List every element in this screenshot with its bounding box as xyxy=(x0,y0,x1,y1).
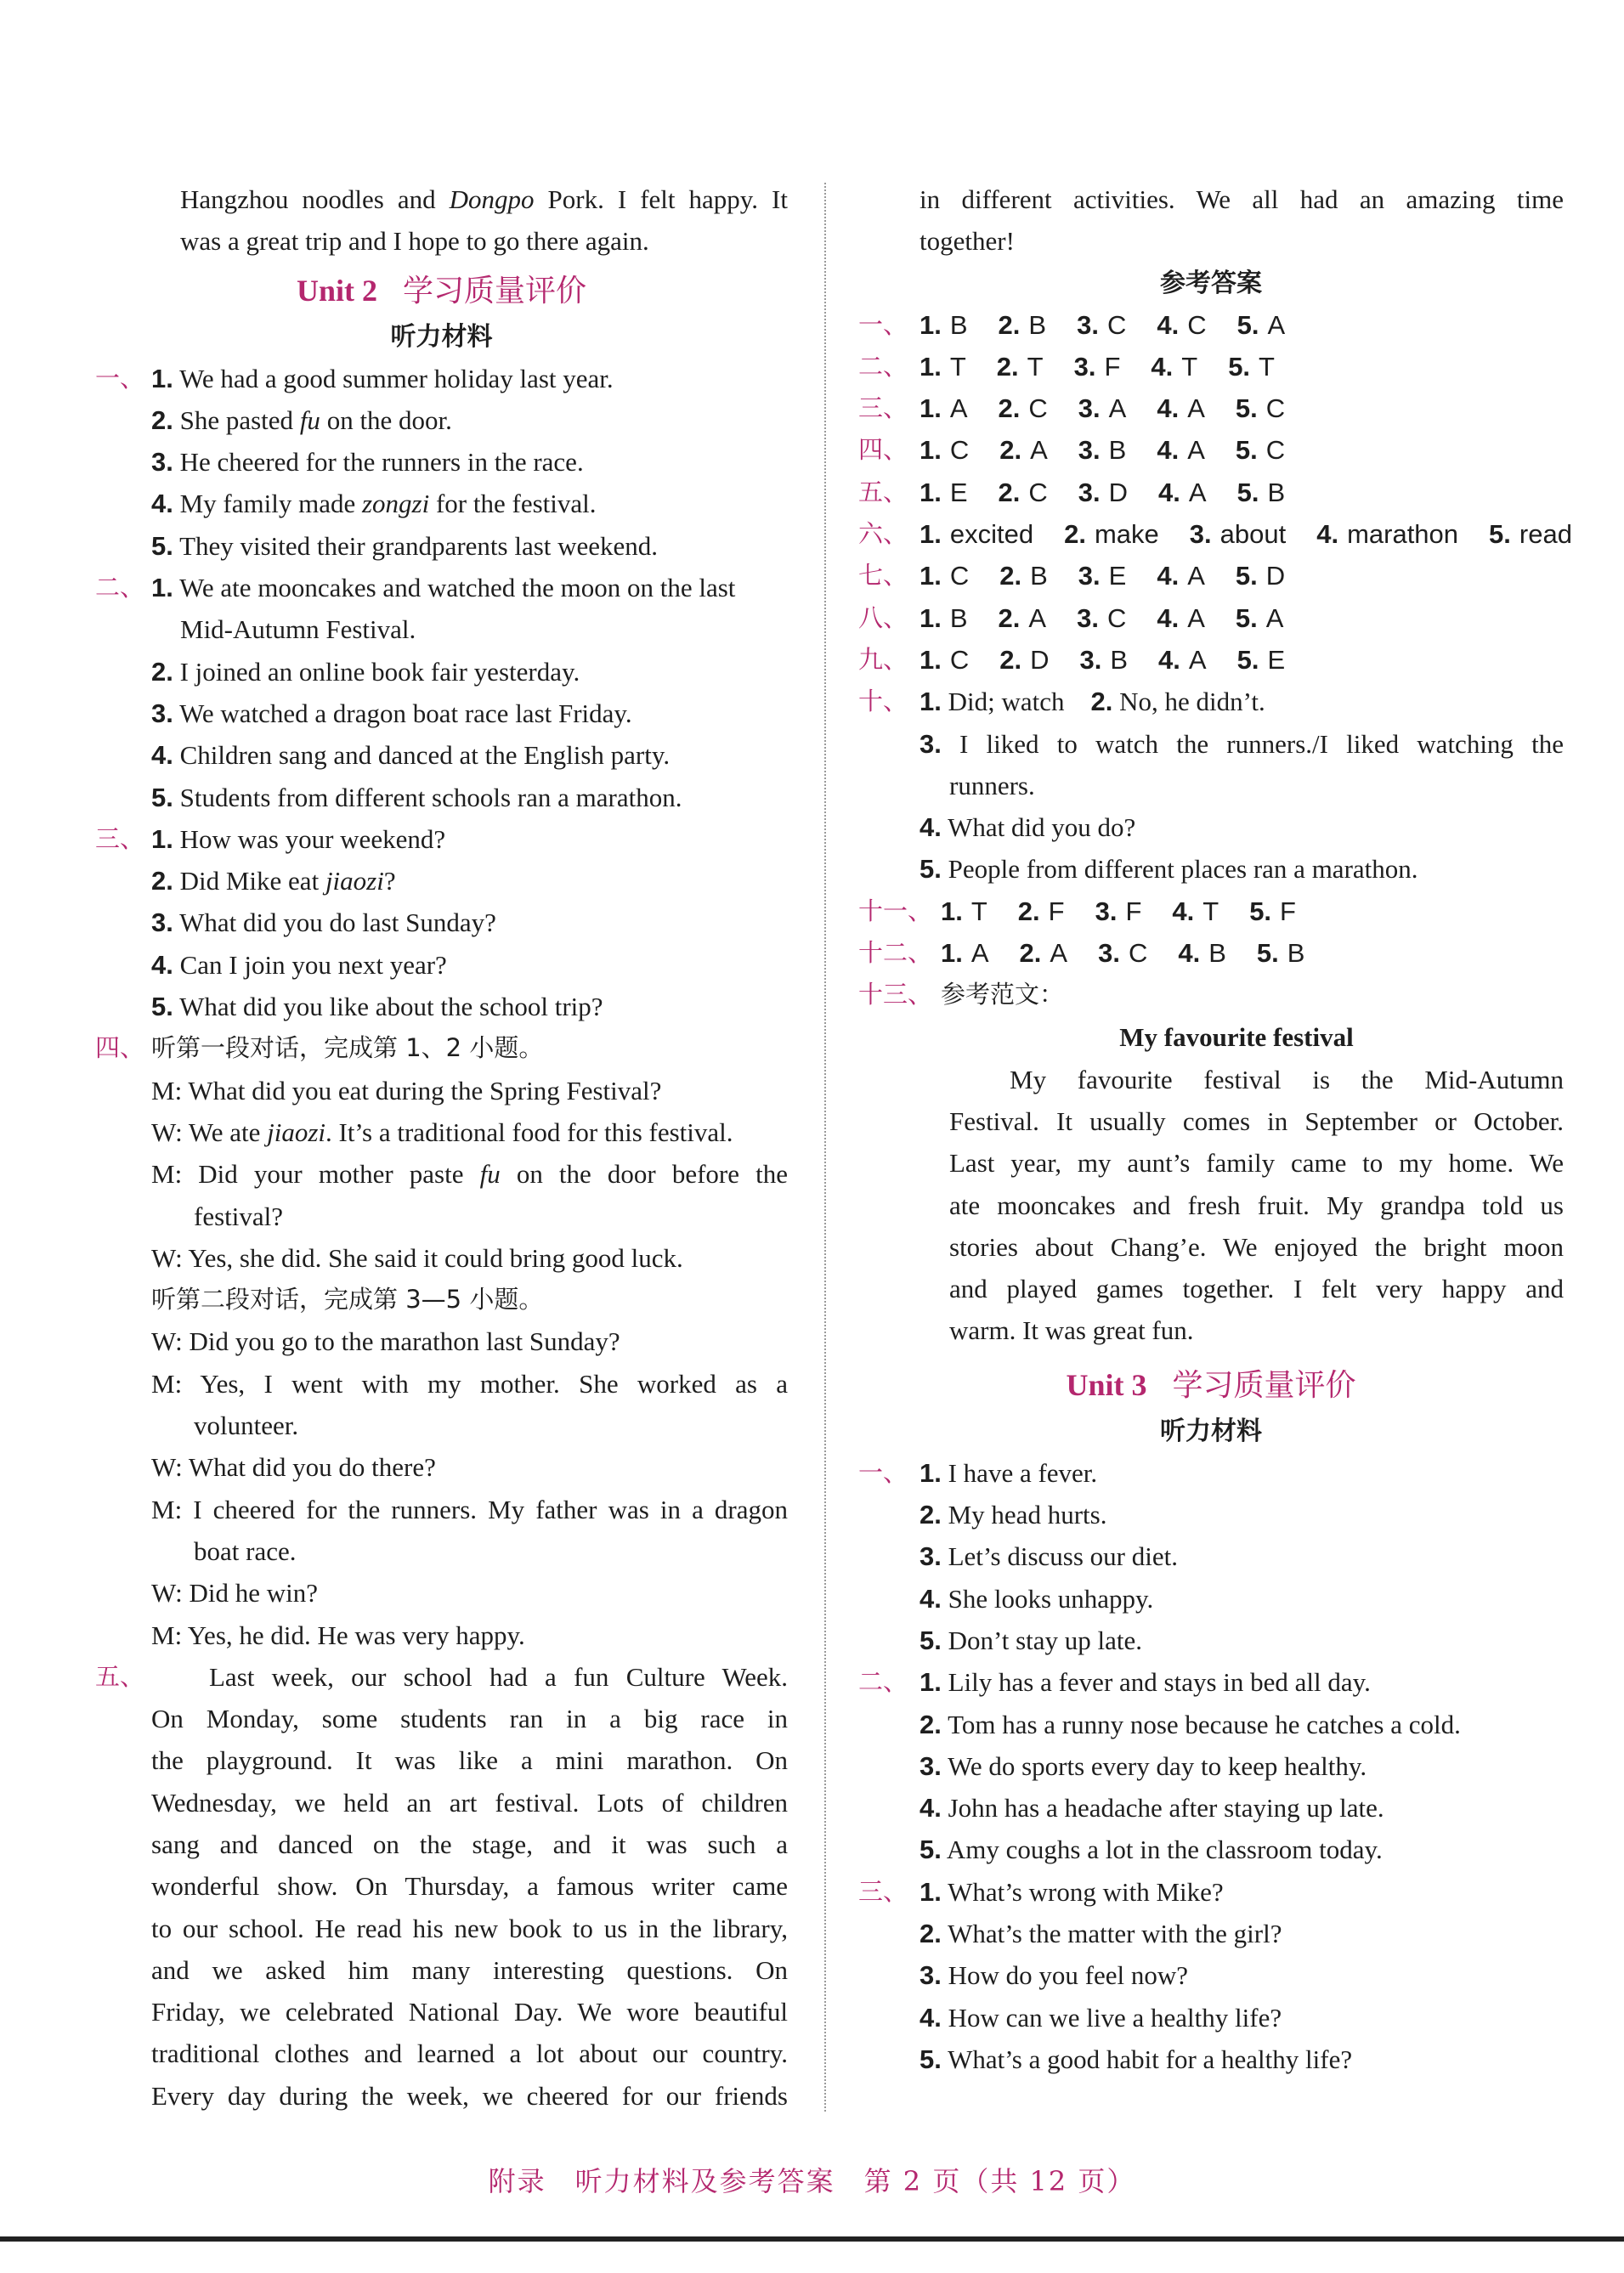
answer-number: 5. xyxy=(1489,519,1511,550)
section-number: 三、 xyxy=(858,393,908,423)
answer-value: A xyxy=(1187,435,1205,466)
answer-number: 3. xyxy=(1095,896,1118,926)
passage-line: together! xyxy=(920,226,1015,257)
answer-rows xyxy=(858,304,1572,681)
answer-value: C xyxy=(1265,393,1286,424)
answer-number: 3. xyxy=(1078,561,1101,591)
dialogue-line: W: Yes, she did. She said it could bring good luck. xyxy=(151,1242,683,1273)
list-item: 4. What did you do? xyxy=(920,812,1136,843)
list-item-continuation: Mid-Autumn Festival. xyxy=(180,614,416,645)
unit3-section-3 xyxy=(858,1871,1564,2080)
answer-number: 4. xyxy=(1316,519,1339,550)
answer-value: marathon xyxy=(1347,519,1459,550)
section-number: 四、 xyxy=(95,1033,145,1063)
answer-value: T xyxy=(1202,896,1219,926)
bottom-rule xyxy=(0,2236,1624,2242)
list-item: 3. I liked to watch the runners./I liked watching the xyxy=(920,728,1564,759)
passage-line: and we asked him many interesting questions. On xyxy=(151,1954,788,1985)
essay-line: ate mooncakes and fresh fruit. My grandpa told us xyxy=(949,1190,1564,1220)
answer-number: 5. xyxy=(1249,896,1272,926)
list-item: 一、 1. I have a fever. xyxy=(858,1452,1564,1494)
answer-number: 1. xyxy=(920,561,942,591)
answer-value: A xyxy=(1050,938,1068,969)
list-item: 2. She pasted fu on the door. xyxy=(151,404,452,435)
answer-number: 3. xyxy=(1073,351,1096,382)
answer-value: F xyxy=(1125,896,1142,926)
answer-value: T xyxy=(1181,351,1198,382)
section-3 xyxy=(95,818,788,1027)
dialogue-intro: 听第二段对话，完成第 3—5 小题。 xyxy=(151,1285,544,1315)
section-number: 四、 xyxy=(858,435,908,465)
dialogue-line: W: Did you go to the marathon last Sunday? xyxy=(151,1326,620,1357)
answer-value: C xyxy=(1265,435,1286,466)
answer-row xyxy=(858,304,1564,346)
answer-value: F xyxy=(1280,896,1296,926)
section-number: 五、 xyxy=(858,477,908,506)
answer-number: 1. xyxy=(920,393,942,424)
answer-number: 1. xyxy=(920,435,942,466)
essay-line: warm. It was great fun. xyxy=(949,1315,1194,1346)
passage-line: sang and danced on the stage, and it was such a xyxy=(151,1829,788,1859)
section-number: 二、 xyxy=(858,1667,908,1697)
answer-number: 2. xyxy=(998,309,1021,340)
answer-number: 1. xyxy=(920,602,942,633)
passage-line: wonderful show. On Thursday, a famous writer came xyxy=(151,1871,788,1902)
dialogue-line: M: What did you eat during the Spring Festival? xyxy=(151,1075,662,1105)
list-item: 三、 1. What’s wrong with Mike? xyxy=(858,1871,1564,1913)
right-column xyxy=(858,178,1572,2080)
answer-value: A xyxy=(1187,561,1205,591)
answer-value: T xyxy=(1027,351,1044,382)
section-number: 五、 xyxy=(95,1661,145,1691)
list-item: 4. Children sang and danced at the English party. xyxy=(151,740,671,771)
answer-row xyxy=(858,932,1564,974)
unit-heading: Unit 3 学习质量评价 xyxy=(1066,1367,1356,1403)
answer-number: 2. xyxy=(999,435,1022,466)
answer-value: A xyxy=(1187,393,1205,424)
dialogue-line: M: Did your mother paste fu on the door before the xyxy=(151,1159,788,1190)
answer-number: 2. xyxy=(1019,938,1042,969)
answer-value: E xyxy=(949,477,968,507)
answer-number: 2. xyxy=(1017,896,1040,926)
answer-number: 2. xyxy=(998,393,1021,424)
list-item: 4. John has a headache after staying up late. xyxy=(920,1793,1384,1823)
list-item: 4. She looks unhappy. xyxy=(920,1583,1154,1614)
list-item: 3. How do you feel now? xyxy=(920,1960,1188,1991)
list-item-continuation: runners. xyxy=(949,770,1035,800)
list-item: 2. My head hurts. xyxy=(920,1500,1107,1530)
answer-value: A xyxy=(970,938,989,969)
answer-value: T xyxy=(1259,351,1275,382)
answer-value: B xyxy=(1030,561,1048,591)
answer-value: B xyxy=(1028,309,1047,340)
answer-value: T xyxy=(970,896,987,926)
section-5 xyxy=(95,1656,788,2117)
list-item: 4. My family made zongzi for the festival. xyxy=(151,489,597,519)
answer-number: 3. xyxy=(1077,602,1099,633)
answer-number: 3. xyxy=(1098,938,1120,969)
answer-number: 4. xyxy=(1178,938,1201,969)
list-item: 5. Don’t stay up late. xyxy=(920,1625,1143,1655)
answer-value: D xyxy=(1030,644,1050,675)
answer-value: C xyxy=(949,435,970,466)
answer-row xyxy=(858,387,1564,429)
list-item: 3. We do sports every day to keep healthy. xyxy=(920,1750,1367,1781)
passage-line: in different activities. We all had an amazing time xyxy=(920,184,1564,214)
answer-number: 5. xyxy=(1228,351,1251,382)
answer-number: 1. xyxy=(941,896,963,926)
list-item: 二、 1. Lily has a fever and stays in bed all day. xyxy=(858,1661,1564,1703)
intro-line: Hangzhou noodles and Dongpo Pork. I felt happy. It xyxy=(180,184,788,214)
answer-value: A xyxy=(949,393,968,424)
answer-number: 4. xyxy=(1158,477,1180,507)
unit3-section-2 xyxy=(858,1661,1564,1870)
section-number: 九、 xyxy=(858,644,908,674)
answer-rows-2 xyxy=(858,891,1564,975)
section-number: 十二、 xyxy=(858,938,933,968)
answer-value: B xyxy=(949,309,968,340)
list-item: 一、 1. We had a good summer holiday last year. xyxy=(95,358,788,399)
answer-number: 4. xyxy=(1157,393,1180,424)
section-number: 一、 xyxy=(858,1457,908,1487)
answer-value: D xyxy=(1265,561,1286,591)
answer-value: B xyxy=(1208,938,1226,969)
list-item: 3. He cheered for the runners in the race. xyxy=(151,447,584,478)
answer-number: 2. xyxy=(998,477,1021,507)
answer-value: make xyxy=(1094,519,1159,550)
page-footer: 附录 听力材料及参考答案 第 2 页（共 12 页） xyxy=(488,2165,1136,2197)
passage-line: to our school. He read his new book to us in the library, xyxy=(151,1913,788,1943)
answer-number: 5. xyxy=(1256,938,1279,969)
answer-value: A xyxy=(1265,602,1284,633)
essay-line: and played games together. I felt very happy and xyxy=(949,1274,1564,1304)
dialogue-line: M: Yes, he did. He was very happy. xyxy=(151,1620,525,1650)
answer-value: C xyxy=(1028,393,1048,424)
essay-line: Last year, my aunt’s family came to my home. We xyxy=(949,1148,1564,1179)
passage-line: the playground. It was like a mini marathon. On xyxy=(151,1745,788,1776)
answer-number: 5. xyxy=(1235,393,1258,424)
unit-heading: Unit 2 学习质量评价 xyxy=(296,273,587,308)
listening-heading: 听力材料 xyxy=(390,321,493,352)
answer-number: 3. xyxy=(1077,309,1099,340)
answer-number: 3. xyxy=(1078,435,1101,466)
list-item: 5. Amy coughs a lot in the classroom today. xyxy=(920,1835,1383,1865)
answer-value: C xyxy=(1106,309,1127,340)
answer-row xyxy=(858,597,1564,639)
section-number: 一、 xyxy=(95,363,145,393)
answer-value: C xyxy=(949,644,970,675)
dialogue-line: W: We ate jiaozi. It’s a traditional food for this festival. xyxy=(151,1117,733,1147)
answer-value: T xyxy=(949,351,966,382)
answer-number: 5. xyxy=(1236,309,1259,340)
list-item: 2. I joined an online book fair yesterday. xyxy=(151,656,580,687)
section-number: 一、 xyxy=(858,309,908,339)
answer-number: 5. xyxy=(1235,602,1258,633)
dialogue-continuation: festival? xyxy=(194,1201,284,1231)
passage-line: Friday, we celebrated National Day. We wore beautiful xyxy=(151,1997,788,2027)
list-item: 2. Did Mike eat jiaozi? xyxy=(151,866,396,896)
answer-value: read xyxy=(1519,519,1572,550)
section-number: 六、 xyxy=(858,519,908,549)
passage-line: 五、 Last week, our school had a fun Culture Week. xyxy=(95,1656,788,1698)
answer-value: D xyxy=(1108,477,1129,507)
answer-value: C xyxy=(1028,477,1048,507)
answer-value: E xyxy=(1108,561,1127,591)
passage-line: Wednesday, we held an art festival. Lots of children xyxy=(151,1787,788,1818)
essay-label: 十三、 参考范文： xyxy=(858,974,1564,1015)
list-item: 二、 1. We ate mooncakes and watched the moon on the last xyxy=(95,567,788,608)
answer-number: 3. xyxy=(1079,644,1102,675)
answer-number: 1. xyxy=(920,644,942,675)
answer-number: 1. xyxy=(920,477,942,507)
answer-value: C xyxy=(1106,602,1127,633)
answer-number: 1. xyxy=(920,519,942,550)
section-number: 三、 xyxy=(858,1876,908,1906)
list-item: 2. Tom has a runny nose because he catches a cold. xyxy=(920,1709,1461,1739)
answer-number: 4. xyxy=(1157,561,1180,591)
answer-value: B xyxy=(1108,435,1127,466)
answer-number: 2. xyxy=(1064,519,1086,550)
list-item: 5. People from different places ran a marathon. xyxy=(920,854,1418,885)
answer-number: 4. xyxy=(1157,602,1180,633)
answer-number: 3. xyxy=(1078,477,1101,507)
section-10 xyxy=(858,681,1564,890)
section-number: 二、 xyxy=(95,573,145,602)
answer-value: A xyxy=(1030,435,1048,466)
essay-line: Festival. It usually comes in September or October. xyxy=(949,1105,1564,1136)
section-number: 十一、 xyxy=(858,896,933,925)
answer-value: A xyxy=(1267,309,1286,340)
section-2 xyxy=(95,567,788,818)
list-item: 5. Students from different schools ran a marathon. xyxy=(151,782,682,812)
answer-row xyxy=(858,555,1564,597)
answer-number: 4. xyxy=(1157,309,1180,340)
answer-number: 2. xyxy=(996,351,1019,382)
answer-number: 2. xyxy=(999,644,1022,675)
answer-value: about xyxy=(1219,519,1287,550)
section-number: 二、 xyxy=(858,351,908,381)
dialogue-line: M: Yes, I went with my mother. She worked as a xyxy=(151,1368,788,1399)
passage-line: traditional clothes and learned a lot about our country. xyxy=(151,2038,788,2069)
passage-line: On Monday, some students ran in a big race in xyxy=(151,1704,788,1734)
answer-row xyxy=(858,513,1572,555)
section-number: 十、 xyxy=(858,687,908,716)
list-item: 4. How can we live a healthy life? xyxy=(920,2002,1282,2033)
answer-value: A xyxy=(1108,393,1127,424)
answer-number: 1. xyxy=(941,938,963,969)
left-column xyxy=(95,178,788,2117)
answer-number: 3. xyxy=(1078,393,1101,424)
answer-value: C xyxy=(1128,938,1148,969)
essay-line: My favourite festival is the Mid-Autumn xyxy=(1010,1064,1564,1094)
dialogue-line: W: Did he win? xyxy=(151,1578,318,1609)
dialogue-line: M: I cheered for the runners. My father was in a dragon xyxy=(151,1494,788,1524)
list-item: 3. Let’s discuss our diet. xyxy=(920,1541,1178,1572)
answer-number: 3. xyxy=(1189,519,1212,550)
section-4 xyxy=(95,1027,788,1655)
dialogue-continuation: boat race. xyxy=(194,1535,297,1566)
dialogue-intro: 四、 听第一段对话，完成第 1、2 小题。 xyxy=(95,1027,788,1069)
listening-heading: 听力材料 xyxy=(1160,1416,1262,1446)
answer-value: B xyxy=(1110,644,1129,675)
answer-number: 5. xyxy=(1236,644,1259,675)
section-13 xyxy=(858,974,1564,1351)
list-item: 4. Can I join you next year? xyxy=(151,949,447,980)
unit3-section-1 xyxy=(858,1452,1564,1661)
answer-number: 4. xyxy=(1158,644,1180,675)
answer-row xyxy=(858,346,1564,387)
section-number: 八、 xyxy=(858,602,908,632)
answer-value: E xyxy=(1267,644,1286,675)
answer-number: 2. xyxy=(999,561,1022,591)
column-divider xyxy=(824,183,826,2112)
answer-number: 5. xyxy=(1236,477,1259,507)
answer-number: 4. xyxy=(1151,351,1174,382)
answer-value: B xyxy=(1287,938,1305,969)
list-item: 十、 1. Did; watch 2. No, he didn’t. xyxy=(858,681,1564,722)
answer-value: A xyxy=(1188,477,1207,507)
answer-value: B xyxy=(949,602,968,633)
answer-value: A xyxy=(1188,644,1207,675)
answer-row xyxy=(858,891,1564,932)
intro-line: was a great trip and I hope to go there again. xyxy=(180,226,649,257)
list-item: 三、 1. How was your weekend? xyxy=(95,818,788,860)
answer-value: A xyxy=(1187,602,1205,633)
section-number: 三、 xyxy=(95,823,145,853)
answer-number: 5. xyxy=(1235,561,1258,591)
answer-value: excited xyxy=(949,519,1034,550)
essay-line: stories about Chang’e. We enjoyed the bright moon xyxy=(949,1231,1564,1262)
answer-value: F xyxy=(1104,351,1121,382)
answer-row xyxy=(858,639,1564,681)
passage-line: Every day during the week, we cheered for our friends xyxy=(151,2080,788,2111)
section-number: 十三、 xyxy=(858,980,933,1009)
answer-value: A xyxy=(1028,602,1047,633)
list-item: 5. What’s a good habit for a healthy life? xyxy=(920,2044,1353,2074)
answer-row xyxy=(858,472,1564,513)
answer-number: 2. xyxy=(998,602,1021,633)
section-number: 七、 xyxy=(858,561,908,591)
list-item: 5. They visited their grandparents last weekend. xyxy=(151,530,659,561)
answer-number: 1. xyxy=(920,309,942,340)
answer-value: B xyxy=(1267,477,1286,507)
answer-number: 4. xyxy=(1172,896,1195,926)
answer-number: 4. xyxy=(1157,435,1180,466)
answers-heading: 参考答案 xyxy=(1160,268,1262,298)
answer-value: F xyxy=(1048,896,1065,926)
list-item: 5. What did you like about the school trip? xyxy=(151,992,603,1022)
answer-value: C xyxy=(1187,309,1207,340)
list-item: 3. What did you do last Sunday? xyxy=(151,908,496,938)
section-1 xyxy=(95,358,788,567)
answer-row xyxy=(858,429,1564,471)
answer-number: 1. xyxy=(920,351,942,382)
essay-title: My favourite festival xyxy=(1119,1021,1354,1052)
list-item: 3. We watched a dragon boat race last Friday. xyxy=(151,698,632,728)
answer-number: 5. xyxy=(1235,435,1258,466)
answer-value: C xyxy=(949,561,970,591)
dialogue-line: W: What did you do there? xyxy=(151,1452,436,1483)
list-item: 2. What’s the matter with the girl? xyxy=(920,1918,1282,1948)
dialogue-continuation: volunteer. xyxy=(194,1411,299,1441)
